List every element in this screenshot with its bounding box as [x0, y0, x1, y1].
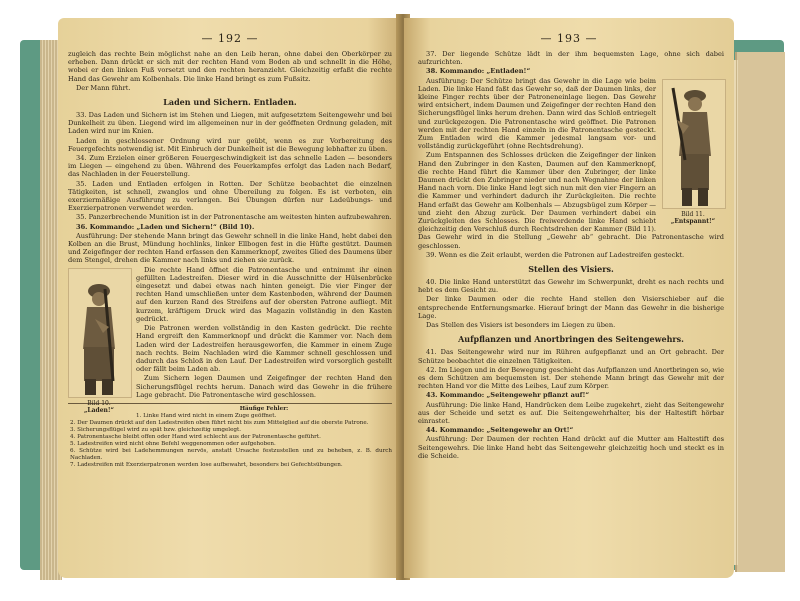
section-heading: Laden und Sichern. Entladen.: [163, 97, 297, 108]
list-item: 4. Patronentasche bleibt offen oder Hand wird schlecht aus der Patronentasche geführt.: [70, 433, 321, 440]
list-item: 1. Linke Hand wird nicht in einem Zuge geöffnet.: [136, 412, 277, 419]
section-heading: Aufpflanzen und Anortbringen des Seitengewehrs.: [458, 334, 684, 345]
paragraph: Der linke Daumen oder die rechte Hand stellen den Visierschieber auf die entsprechende Entfernungsmarke. Hierauf bringt der Mann das Gewehr in die bisherige Lage.: [418, 295, 724, 320]
figure-number: Bild 11.: [681, 210, 705, 218]
paragraph: 40. Die linke Hand unterstützt das Gewehr im Schwerpunkt, dreht es nach rechts und hebt es dem Gesicht zu.: [418, 278, 724, 295]
list-item: 2. Der Daumen drückt auf den Ladestreifen oben führt nicht bis zum Mittelglied auf die oberste Patrone.: [70, 419, 369, 426]
command-line: 36. Kommando: „Laden und Sichern!“ (Bild 10).: [76, 222, 255, 231]
paragraph: 35. Panzerbrechende Munition ist in der Patronentasche am weitesten hinten aufzubewahren.: [76, 213, 392, 222]
command-line: 43. Kommando: „Seitengewehr pflanzt auf!“: [426, 391, 590, 400]
paragraph: Die Patronen werden vollständig in den Kasten gedrückt. Die rechte Hand ergreift den Kammerknopf und drückt die Kammer vor. Nach dem Laden wird der Ladestreifen herausgeworfen, die Kammer in einem Zuge nach rechts. Beim Nachladen wird die Kammer schnell geschlossen und dadurch das Schloß in den Lauf. Der Ladestreifen wird vorsorglich gestellt oder fällt beim Laden ab.: [136, 324, 392, 374]
command-line: 44. Kommando: „Seitengewehr an Ort!“: [426, 426, 574, 435]
list-item: 6. Schütze wird bei Ladehemmungen nervös, anstatt Ursache festzustellen und zu beheben, z. B. durch Nachladen.: [70, 447, 392, 461]
left-page-text: [68, 50, 392, 566]
figure-caption: „Laden!“: [83, 406, 115, 414]
errors-heading: Häufige Fehler:: [239, 405, 289, 412]
soldier-uncocking-illustration: [662, 79, 726, 209]
paragraph: Zum Entspannen des Schlosses drücken die Zeigefinger der linken Hand den Zubringer in den Kasten, Daumen auf den Kammerknopf, die rechte Hand führt die Kammer über den Zubringer, der linke Daumen drückt den Zubringer nieder und nach Wegnahme der linken Hand nach vorn. Die linke Hand legt sich nun mit den vier Fingern an die Kammer und verhindert dadurch ihr Zurückgleiten. Die rechte Hand erfaßt das Gewehr am Kolbenhals — Abzugsbügel zum Körper — und zieht den Abzug zurück. Der Daumen verhindert dabei ein Zurückgleiten des Schlosses. Die freiwerdende linke Hand schiebt gleichzeitig den Verschluß durch Rechtsdrehen der Kammer (Bild 11). Das Gewehr wird in die Stellung „Gewehr ab“ gebracht. Die Patronentasche wird geschlossen.: [418, 151, 724, 250]
paragraph: Ausführung: Der Daumen der rechten Hand drückt auf die Mutter am Haltestift des Seitengewehrs. Die linke Hand hebt das Seitengewehr gleichzeitig hoch und steckt es in die Scheide.: [418, 435, 724, 460]
right-page: [404, 18, 734, 578]
figure-number: Bild 10.: [87, 399, 111, 407]
soldier-loading-illustration: [68, 268, 132, 398]
paragraph: Zum Sichern legen Daumen und Zeigefinger der rechten Hand den Sicherungsflügel rechts herum. Danach wird das Gewehr in die frühere Lage gebracht. Die Patronentasche wird geschlossen.: [136, 374, 392, 399]
paragraph: Die rechte Hand öffnet die Patronentasche und entnimmt ihr einen gefüllten Ladestreifen. Dieser wird in die Ausschnitte der Hülsenbrücke eingesetzt und dabei etwas nach hinten geneigt. Die vier Finger der rechten Hand umschließen unter dem Kastenboden, während der Daumen auf den kurzen Rand des Streifens auf der obersten Patrone aufliegt. Mit kurzem, kräftigem Druck wird das Magazin vollständig in den Kasten gedrückt.: [136, 265, 392, 323]
paragraph: zugleich das rechte Bein möglichst nahe an den Leib heran, ohne dabei den Oberkörper zu erheben. Dann drückt er sich mit der rechten Hand vom Boden ab und schnellt in die Höhe, wobei er den linken Fuß vorsetzt und den rechten heranzieht. Gleichzeitig erfaßt die rechte Hand das Gewehr am Kolbenhals. Die linke Hand bringt es zum Fußsitz.: [68, 50, 392, 83]
page-number: — 192 —: [201, 32, 259, 45]
page-number: — 193 —: [540, 32, 598, 45]
paragraph: 41. Das Seitengewehr wird nur im Rühren aufgepflanzt und an Ort gebracht. Der Schütze beobachtet die einzelnen Tätigkeiten.: [418, 348, 724, 365]
right-page-text: [418, 50, 724, 566]
paragraph: 37. Der liegende Schütze lädt in der ihm bequemsten Lage, ohne sich dabei aufzurichten.: [418, 50, 724, 67]
figure-10: [68, 268, 130, 414]
left-page: [58, 18, 402, 578]
book-cover-back-edge: [735, 52, 785, 572]
paragraph: Das Stellen des Visiers ist besonders im Liegen zu üben.: [426, 321, 616, 330]
paragraph: 42. Im Liegen und in der Bewegung geschieht das Aufpflanzen und Anortbringen so, wie es dem Schützen am bequemsten ist. Der stehende Mann bringt das Gewehr mit der rechten Hand vor die Mitte des Leibes, Lauf zum Körper.: [418, 365, 724, 391]
list-item: 5. Ladestreifen wird nicht ohne Befehl weggenommen oder aufgehoben.: [70, 440, 276, 447]
section-heading: Stellen des Visiers.: [528, 264, 614, 275]
figure-11: [662, 79, 724, 225]
paragraph: Laden in geschlossener Ordnung wird nur geübt, wenn es zur Vorbereitung des Feuergefechts notwendig ist. Mit Einbruch der Dunkelheit ist die Bewegung lebhafter zu üben.: [68, 136, 392, 153]
paragraph: 39. Wenn es die Zeit erlaubt, werden die Patronen auf Ladestreifen gesteckt.: [426, 250, 685, 259]
command-line: 38. Kommando: „Entladen!“: [426, 67, 531, 76]
list-item: 3. Sicherungsflügel wird zu spät bzw. gleichzeitig umgelegt.: [70, 426, 242, 433]
list-item: 7. Ladestreifen mit Exerzierpatronen werden lose aufbewahrt, besonders bei Gefechtsübungen.: [70, 461, 343, 468]
figure-caption: „Entspannt!“: [670, 217, 716, 225]
paragraph: 33. Das Laden und Sichern ist im Stehen und Liegen, mit aufgesetztem Seitengewehr und bei Dunkelheit zu üben. Liegend wird im allgemeinen nur in der geöffneten Ordnung geladen, mit Laden wird nur im Knien.: [68, 111, 392, 136]
paragraph: Ausführung: Die linke Hand, Handrücken dem Leibe zugekehrt, zieht das Seitengewehr aus der Scheide und setzt es auf. Die Seitengewehrhalter, bis der Haltestift hörbar einrastet.: [418, 400, 724, 425]
paragraph: Ausführung: Der Schütze bringt das Gewehr in die Lage wie beim Laden. Die linke Hand faßt das Gewehr so, daß der Daumen links, der kleine Finger rechts über der Patroneneinlage liegen. Das Gewehr wird entsichert, indem Daumen und Zeigefinger der rechten Hand den Sicherungsflügel links herum drehen. Dann wird das Schloß entriegelt und zurückgezogen. Die Patronentasche wird geöffnet. Die Patronen werden mit der rechten Hand einzeln in die Patronentasche gesteckt. Zum Entladen wird die Kammer jedesmal langsam vor- und vollständig zurückgeführt (ohne Rechtsdrehung).: [418, 76, 656, 151]
paragraph: Ausführung: Der stehende Mann bringt das Gewehr schnell in die linke Hand, hebt dabei den Kolben an die Brust, Mündung hochlinks, linker Ellbogen fest in die Hüfte gestützt. Daumen und Zeigefinger der rechten Hand erfassen den Kammerknopf, zweites Glied des Daumens über dem Stengel, drehen die Kammer nach links und ziehen sie zurück.: [68, 231, 392, 265]
errors-list: [68, 413, 392, 469]
paragraph: Der Mann führt.: [76, 83, 131, 92]
paragraph: 35. Laden und Entladen erfolgen in Rotten. Der Schütze beobachtet die einzelnen Tätigkeiten, ist schnell, zwanglos und ohne Übereilung zu folgen. Es ist verboten, ein exerziermäßige Ausführung zu verlangen. Bei Übungen dürfen nur Ladeübungs- und Exerzierpatronen verwendet werden.: [68, 179, 392, 213]
paragraph: 34. Zum Erzielen einer größeren Feuergeschwindigkeit ist das schnelle Laden — besonders im Liegen — eingehend zu üben. Während des Feuerkampfes erfolgt das Laden nach Bedarf, das Nachladen in der Feuerstellung.: [68, 154, 392, 179]
